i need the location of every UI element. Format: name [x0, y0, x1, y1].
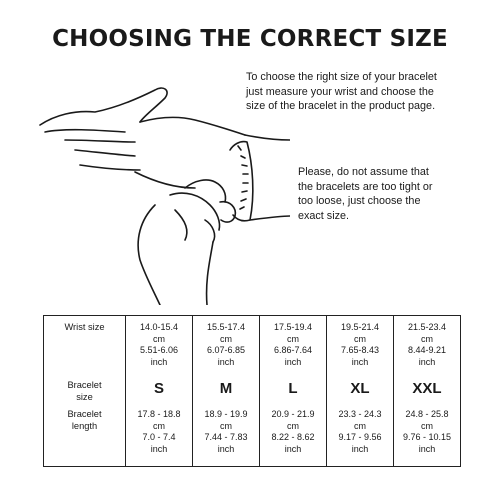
measure-line: just measure your wrist and choose the: [246, 85, 434, 98]
size-column-xl: [327, 316, 394, 467]
note-line: Please, do not assume that: [298, 166, 429, 178]
note-line: exact size.: [298, 209, 350, 222]
bracelet-size-letter: XXL: [412, 380, 442, 397]
table-row: [44, 316, 461, 467]
wrist-measuring-illustration: [35, 70, 290, 305]
bracelet-length-value: 17.8 - 18.8 cm 7.0 - 7.4 inch: [137, 409, 181, 454]
wrist-size-value: 17.5-19.4 cm 6.86-7.64 inch: [273, 322, 313, 367]
size-column-xxl: [394, 316, 461, 467]
size-chart-table: [43, 315, 461, 467]
size-column-m: [193, 316, 260, 467]
wrist-size-value: 21.5-23.4 cm 8.44-9.21 inch: [407, 322, 447, 367]
size-column-s: [126, 316, 193, 467]
row-labels-cell: [44, 316, 126, 467]
bracelet-length-value: 18.9 - 19.9 cm 7.44 - 7.83 inch: [204, 409, 248, 454]
measure-line: To choose the right size of your bracelet: [246, 71, 437, 83]
wrist-size-value: 15.5-17.4 cm 6.07-6.85 inch: [206, 322, 246, 367]
exact-size-note: [298, 165, 494, 223]
page-title: CHOOSING THE CORRECT SIZE: [52, 26, 448, 52]
bracelet-length-label: Bracelet length: [67, 409, 102, 431]
bracelet-size-letter: L: [288, 380, 298, 397]
note-line: too loose, just choose the: [298, 195, 421, 207]
bracelet-length-value: 24.8 - 25.8 cm 9.76 - 10.15 inch: [402, 409, 452, 454]
wrist-size-value: 14.0-15.4 cm 5.51-6.06 inch: [139, 322, 179, 367]
bracelet-size-label: Bracelet size: [67, 380, 102, 402]
size-column-l: [260, 316, 327, 467]
measure-line: size of the bracelet in the product page.: [246, 100, 436, 112]
bracelet-size-letter: S: [153, 380, 164, 397]
wrist-size-value: 19.5-21.4 cm 7.65-8.43 inch: [340, 322, 380, 367]
bracelet-length-value: 23.3 - 24.3 cm 9.17 - 9.56 inch: [338, 409, 382, 454]
bracelet-size-letter: XL: [350, 380, 370, 397]
wrist-size-label: Wrist size: [64, 322, 105, 332]
note-line: the bracelets are too tight or: [298, 180, 433, 193]
bracelet-length-value: 20.9 - 21.9 cm 8.22 - 8.62 inch: [271, 409, 315, 454]
bracelet-size-letter: M: [219, 380, 233, 397]
